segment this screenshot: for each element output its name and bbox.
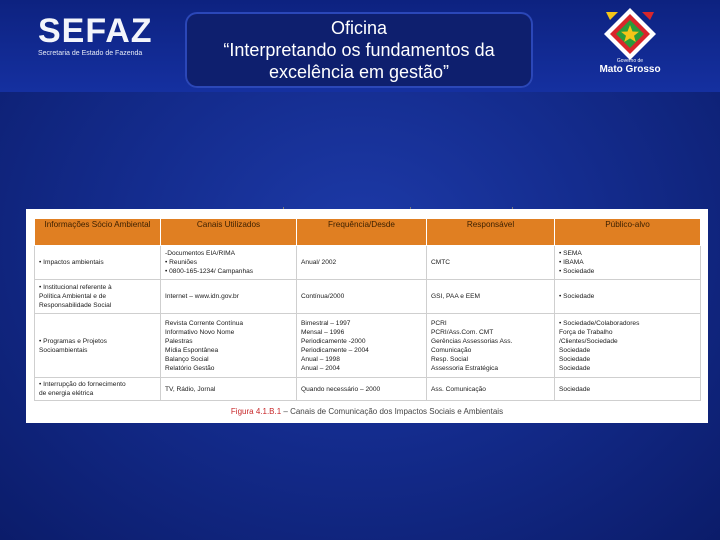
cell-line: Contínua/2000 xyxy=(301,293,345,300)
table-cell-publico xyxy=(555,246,701,280)
header-publico: Público-alvo xyxy=(555,219,701,246)
cell-line: Resp. Social xyxy=(431,355,469,363)
cell-line: Força de Trabalho xyxy=(559,328,613,336)
table-row xyxy=(35,280,701,314)
cell-line: Quando necessário – 2000 xyxy=(301,385,381,393)
table-cell-freq xyxy=(297,314,427,378)
cell-line: Ass. Comunicação xyxy=(431,385,486,393)
cell-line: Sociedade xyxy=(559,346,591,354)
cell-line: Balanço Social xyxy=(165,355,209,363)
cell-line: Sociedade xyxy=(559,355,591,363)
channels-table xyxy=(34,218,701,401)
table-cell-freq xyxy=(297,280,427,314)
cell-line: • Interrupção do fornecimento xyxy=(39,381,126,388)
slide-title-line-1: Oficina xyxy=(330,18,388,38)
cell-line: • Reuniões xyxy=(165,259,197,266)
cell-line: • Institucional referente à xyxy=(39,284,112,291)
table-cell-publico xyxy=(555,314,701,378)
cell-line: Informativo Novo Nome xyxy=(165,328,235,336)
channels-figure xyxy=(26,209,708,423)
cell-line: Sociedade xyxy=(559,364,591,372)
table-cell-canais xyxy=(161,280,297,314)
cell-line: /Clientes/Sociedade xyxy=(559,337,618,345)
mato-grosso-small: Governo de xyxy=(616,58,644,64)
cell-line: Bimestral – 1997 xyxy=(301,319,351,327)
table-cell-resp xyxy=(427,246,555,280)
table-row xyxy=(35,246,701,280)
cell-line: Mídia Espontânea xyxy=(165,346,219,354)
figure-caption-text: – Canais de Comunicação dos Impactos Sociais e Ambientais xyxy=(281,407,504,416)
cell-line: TV, Rádio, Jornal xyxy=(165,385,216,393)
cell-line: GSI, PAA e EEM xyxy=(431,293,480,300)
cell-line: Comunicação xyxy=(431,346,472,354)
header-info: Informações Sócio Ambiental xyxy=(35,219,161,246)
cell-line: Periodicamente -2000 xyxy=(301,337,366,345)
table-row xyxy=(35,314,701,378)
cell-line: Relatório Gestão xyxy=(165,364,215,372)
table-cell-info xyxy=(35,246,161,280)
cell-line: • Programas e Projetos xyxy=(39,337,107,345)
cell-line: Revista Corrente Contínua xyxy=(165,319,244,327)
cell-line: Política Ambiental e de xyxy=(39,293,107,300)
cell-line: Assessoria Estratégica xyxy=(431,364,499,372)
cell-line: • 0800-165-1234/ Campanhas xyxy=(165,268,254,275)
table-cell-info xyxy=(35,378,161,401)
cell-line: • SEMA xyxy=(559,250,582,257)
cell-line: • Sociedade xyxy=(559,293,595,300)
cell-line: • Sociedade xyxy=(559,268,595,275)
cell-line: Internet – www.idn.gov.br xyxy=(165,293,239,300)
cell-line: Anual – 2004 xyxy=(301,364,340,372)
cell-line: CMTC xyxy=(431,259,451,266)
cell-line: Responsabilidade Social xyxy=(39,302,112,309)
header-canais: Canais Utilizados xyxy=(161,219,297,246)
table-row xyxy=(35,378,701,401)
table-cell-info xyxy=(35,314,161,378)
sefaz-brand: SEFAZ xyxy=(38,12,153,50)
cell-line: PCRI/Ass.Com. CMT xyxy=(431,328,494,336)
table-cell-freq xyxy=(297,378,427,401)
table-cell-canais xyxy=(161,378,297,401)
sefaz-subtitle: Secretaria de Estado de Fazenda xyxy=(38,50,143,57)
cell-line: Anual/ 2002 xyxy=(301,259,337,266)
table-body xyxy=(35,246,701,401)
mato-grosso-logo-caption xyxy=(596,58,664,75)
table-cell-resp xyxy=(427,378,555,401)
figure-caption xyxy=(26,407,708,416)
table-header-row xyxy=(35,219,701,246)
table-cell-publico xyxy=(555,378,701,401)
table-cell-resp xyxy=(427,314,555,378)
table-cell-freq xyxy=(297,246,427,280)
header-frequencia: Frequência/Desde xyxy=(297,219,427,246)
cell-line: Mensal – 1996 xyxy=(301,328,345,336)
cell-line: Gerências Assessorias Ass. xyxy=(431,337,513,345)
cell-line: • Sociedade/Colaboradores xyxy=(559,319,640,327)
figure-number: Figura 4.1.B.1 xyxy=(230,407,282,416)
cell-line: Socioambientais xyxy=(39,346,88,354)
cell-line: • Impactos ambientais xyxy=(39,259,104,266)
table-cell-canais xyxy=(161,246,297,280)
cell-line: Sociedade xyxy=(559,385,591,393)
cell-line: -Documentos EIA/RIMA xyxy=(165,250,235,257)
table-cell-resp xyxy=(427,280,555,314)
cell-line: de energia elétrica xyxy=(39,390,94,397)
cell-line: Palestras xyxy=(165,337,193,345)
slide-title-line-3: excelência em gestão” xyxy=(268,62,450,82)
table-cell-publico xyxy=(555,280,701,314)
table-cell-info xyxy=(35,280,161,314)
cell-line: Periodicamente – 2004 xyxy=(301,346,369,354)
sefaz-logo xyxy=(38,12,153,58)
slide-title-line-2: “Interpretando os fundamentos da xyxy=(223,40,495,60)
cell-line: PCRI xyxy=(431,319,447,327)
mato-grosso-big: Mato Grosso xyxy=(599,64,661,75)
table-cell-canais xyxy=(161,314,297,378)
cell-line: • IBAMA xyxy=(559,259,584,266)
cell-line: Anual – 1998 xyxy=(301,355,340,363)
slide-title-box xyxy=(185,12,533,88)
header-responsavel: Responsável xyxy=(427,219,555,246)
